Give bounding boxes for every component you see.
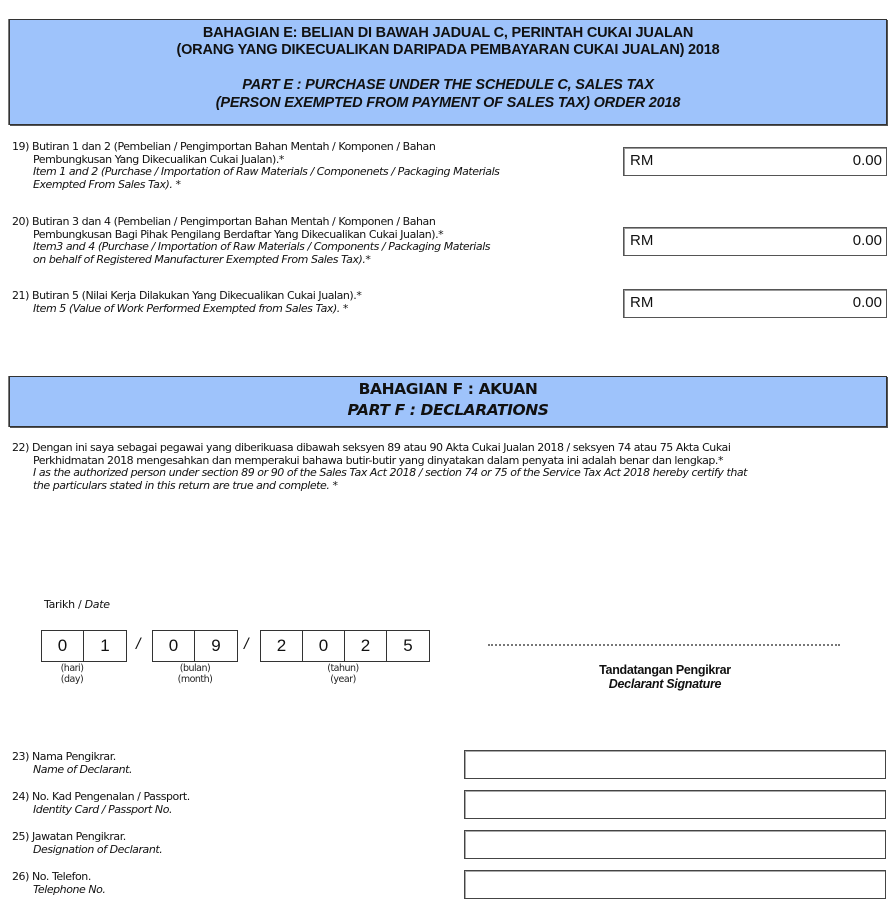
date-separator: / (136, 636, 141, 653)
part-e-title-english-line1: PART E : PURCHASE UNDER THE SCHEDULE C, SALES TAX (242, 77, 654, 93)
day-caption-english: (day) (60, 674, 84, 685)
item-malay-line1: Butiran 3 dan 4 (Pembelian / Pengimportan Bahan Mentah / Komponen / Bahan (32, 215, 436, 228)
currency-label: RM (630, 152, 654, 169)
currency-label: RM (630, 232, 654, 249)
declaration-english-line1: I as the authorized person under section 89 or 90 of the Sales Tax Act 2018 / section 74 or 75 of the Service Tax Act 2018 hereby certify that (33, 466, 748, 479)
item-malay-line1: Butiran 1 dan 2 (Pembelian / Pengimportan Bahan Mentah / Komponen / Bahan (32, 140, 436, 153)
item-english-line1: Item 1 and 2 (Purchase / Importation of Raw Materials / Componenets / Packaging Materials (33, 165, 500, 178)
year-caption-malay: (tahun) (327, 663, 359, 674)
month-caption-malay: (bulan) (179, 663, 211, 674)
item-number: 21) (12, 289, 29, 302)
part-e-title-english-line2: (PERSON EXEMPTED FROM PAYMENT OF SALES TAX) ORDER 2018 (215, 95, 681, 111)
date-separator: / (244, 636, 249, 653)
date-label-english: Date (84, 598, 110, 611)
field-english: Identity Card / Passport No. (33, 802, 173, 816)
field-malay: No. Telefon. (32, 870, 91, 883)
item-malay-line2: Pembungkusan Yang Dikecualikan Cukai Jualan).* (33, 152, 284, 166)
telephone-input[interactable] (464, 870, 886, 899)
item-20-amount-field[interactable] (623, 227, 887, 256)
part-f-title-english: PART F : DECLARATIONS (347, 401, 549, 419)
date-year-field[interactable] (260, 630, 430, 662)
item-english-line2: on behalf of Registered Manufacturer Exempted From Sales Tax).* (33, 252, 371, 266)
field-23-label (12, 751, 132, 776)
field-number: 26) (12, 870, 29, 883)
item-number: 20) (12, 215, 29, 228)
part-e-title-malay-line2: (ORANG YANG DIKECUALIKAN DARIPADA PEMBAYARAN CUKAI JUALAN) 2018 (176, 42, 720, 58)
day-caption (52, 663, 92, 685)
designation-input[interactable] (464, 830, 886, 859)
month-caption-english: (month) (177, 674, 213, 685)
field-english: Name of Declarant. (33, 762, 133, 776)
date-label (44, 598, 110, 611)
declaration-english-line2: the particulars stated in this return are true and complete. * (33, 478, 338, 492)
field-number: 23) (12, 750, 29, 763)
year-caption-english: (year) (330, 674, 356, 685)
item-21-label (12, 290, 361, 315)
field-malay: Nama Pengikrar. (32, 750, 116, 763)
amount-value: 0.00 (852, 152, 882, 169)
item-21-amount-field[interactable] (623, 289, 887, 318)
identity-card-input[interactable] (464, 790, 886, 819)
part-e-header (9, 19, 887, 125)
field-24-label (12, 791, 190, 816)
amount-value: 0.00 (852, 232, 882, 249)
day-caption-malay: (hari) (60, 663, 84, 674)
item-20-label (12, 216, 490, 266)
declaration-number: 22) (12, 441, 29, 454)
date-year-digit-1[interactable]: 2 (261, 631, 303, 661)
signature-label-english: Declarant Signature (608, 677, 722, 691)
date-month-field[interactable] (152, 630, 238, 662)
date-year-digit-4[interactable]: 5 (403, 636, 413, 655)
item-english-line1: Item3 and 4 (Purchase / Importation of Raw Materials / Components / Packaging Materials (33, 240, 491, 253)
field-english: Telephone No. (33, 882, 106, 896)
item-english-line1: Item 5 (Value of Work Performed Exempted from Sales Tax). * (33, 301, 348, 315)
declaration-malay-line1: Dengan ini saya sebagai pegawai yang diberikuasa dibawah seksyen 89 atau 90 Akta Cukai Jualan 2018 / seksyen 74 atau 75 Akta Cukai (32, 441, 731, 454)
field-number: 24) (12, 790, 29, 803)
date-day-field[interactable] (41, 630, 127, 662)
date-day-digit-1[interactable]: 0 (42, 631, 84, 661)
field-english: Designation of Declarant. (33, 842, 163, 856)
declaration-malay-line2: Perkhidmatan 2018 mengesahkan dan memperakui bahawa butir-butir yang dinyatakan dalam penyata ini adalah benar dan lengkap.* (33, 453, 724, 467)
date-month-digit-2[interactable]: 9 (211, 636, 221, 655)
date-month-digit-1[interactable]: 0 (153, 631, 195, 661)
date-day-digit-2[interactable]: 1 (100, 636, 110, 655)
item-malay-line2: Pembungkusan Bagi Pihak Pengilang Berdaftar Yang Dikecualikan Cukai Jualan).* (33, 227, 444, 241)
date-label-malay: Tarikh / (44, 598, 82, 611)
part-f-header (9, 376, 887, 427)
item-number: 19) (12, 140, 29, 153)
field-malay: Jawatan Pengikrar. (32, 830, 126, 843)
part-f-title-malay: BAHAGIAN F : AKUAN (358, 380, 538, 398)
year-caption (318, 663, 368, 685)
part-e-title-malay-line1: BAHAGIAN E: BELIAN DI BAWAH JADUAL C, PERINTAH CUKAI JUALAN (202, 25, 694, 41)
field-25-label (12, 831, 162, 856)
declaration-text (12, 442, 747, 492)
declarant-name-input[interactable] (464, 750, 886, 779)
signature-line[interactable] (488, 644, 840, 646)
field-26-label (12, 871, 105, 896)
item-19-amount-field[interactable] (623, 147, 887, 176)
date-year-digit-2[interactable]: 0 (303, 631, 345, 661)
signature-label-malay: Tandatangan Pengikrar (599, 663, 731, 677)
field-malay: No. Kad Pengenalan / Passport. (32, 790, 190, 803)
item-19-label (12, 141, 499, 191)
item-english-line2: Exempted From Sales Tax). * (33, 177, 181, 191)
field-number: 25) (12, 830, 29, 843)
month-caption (170, 663, 220, 685)
date-year-digit-3[interactable]: 2 (345, 631, 387, 661)
amount-value: 0.00 (852, 294, 882, 311)
currency-label: RM (630, 294, 654, 311)
item-malay-line1: Butiran 5 (Nilai Kerja Dilakukan Yang Dikecualikan Cukai Jualan).* (32, 289, 362, 302)
